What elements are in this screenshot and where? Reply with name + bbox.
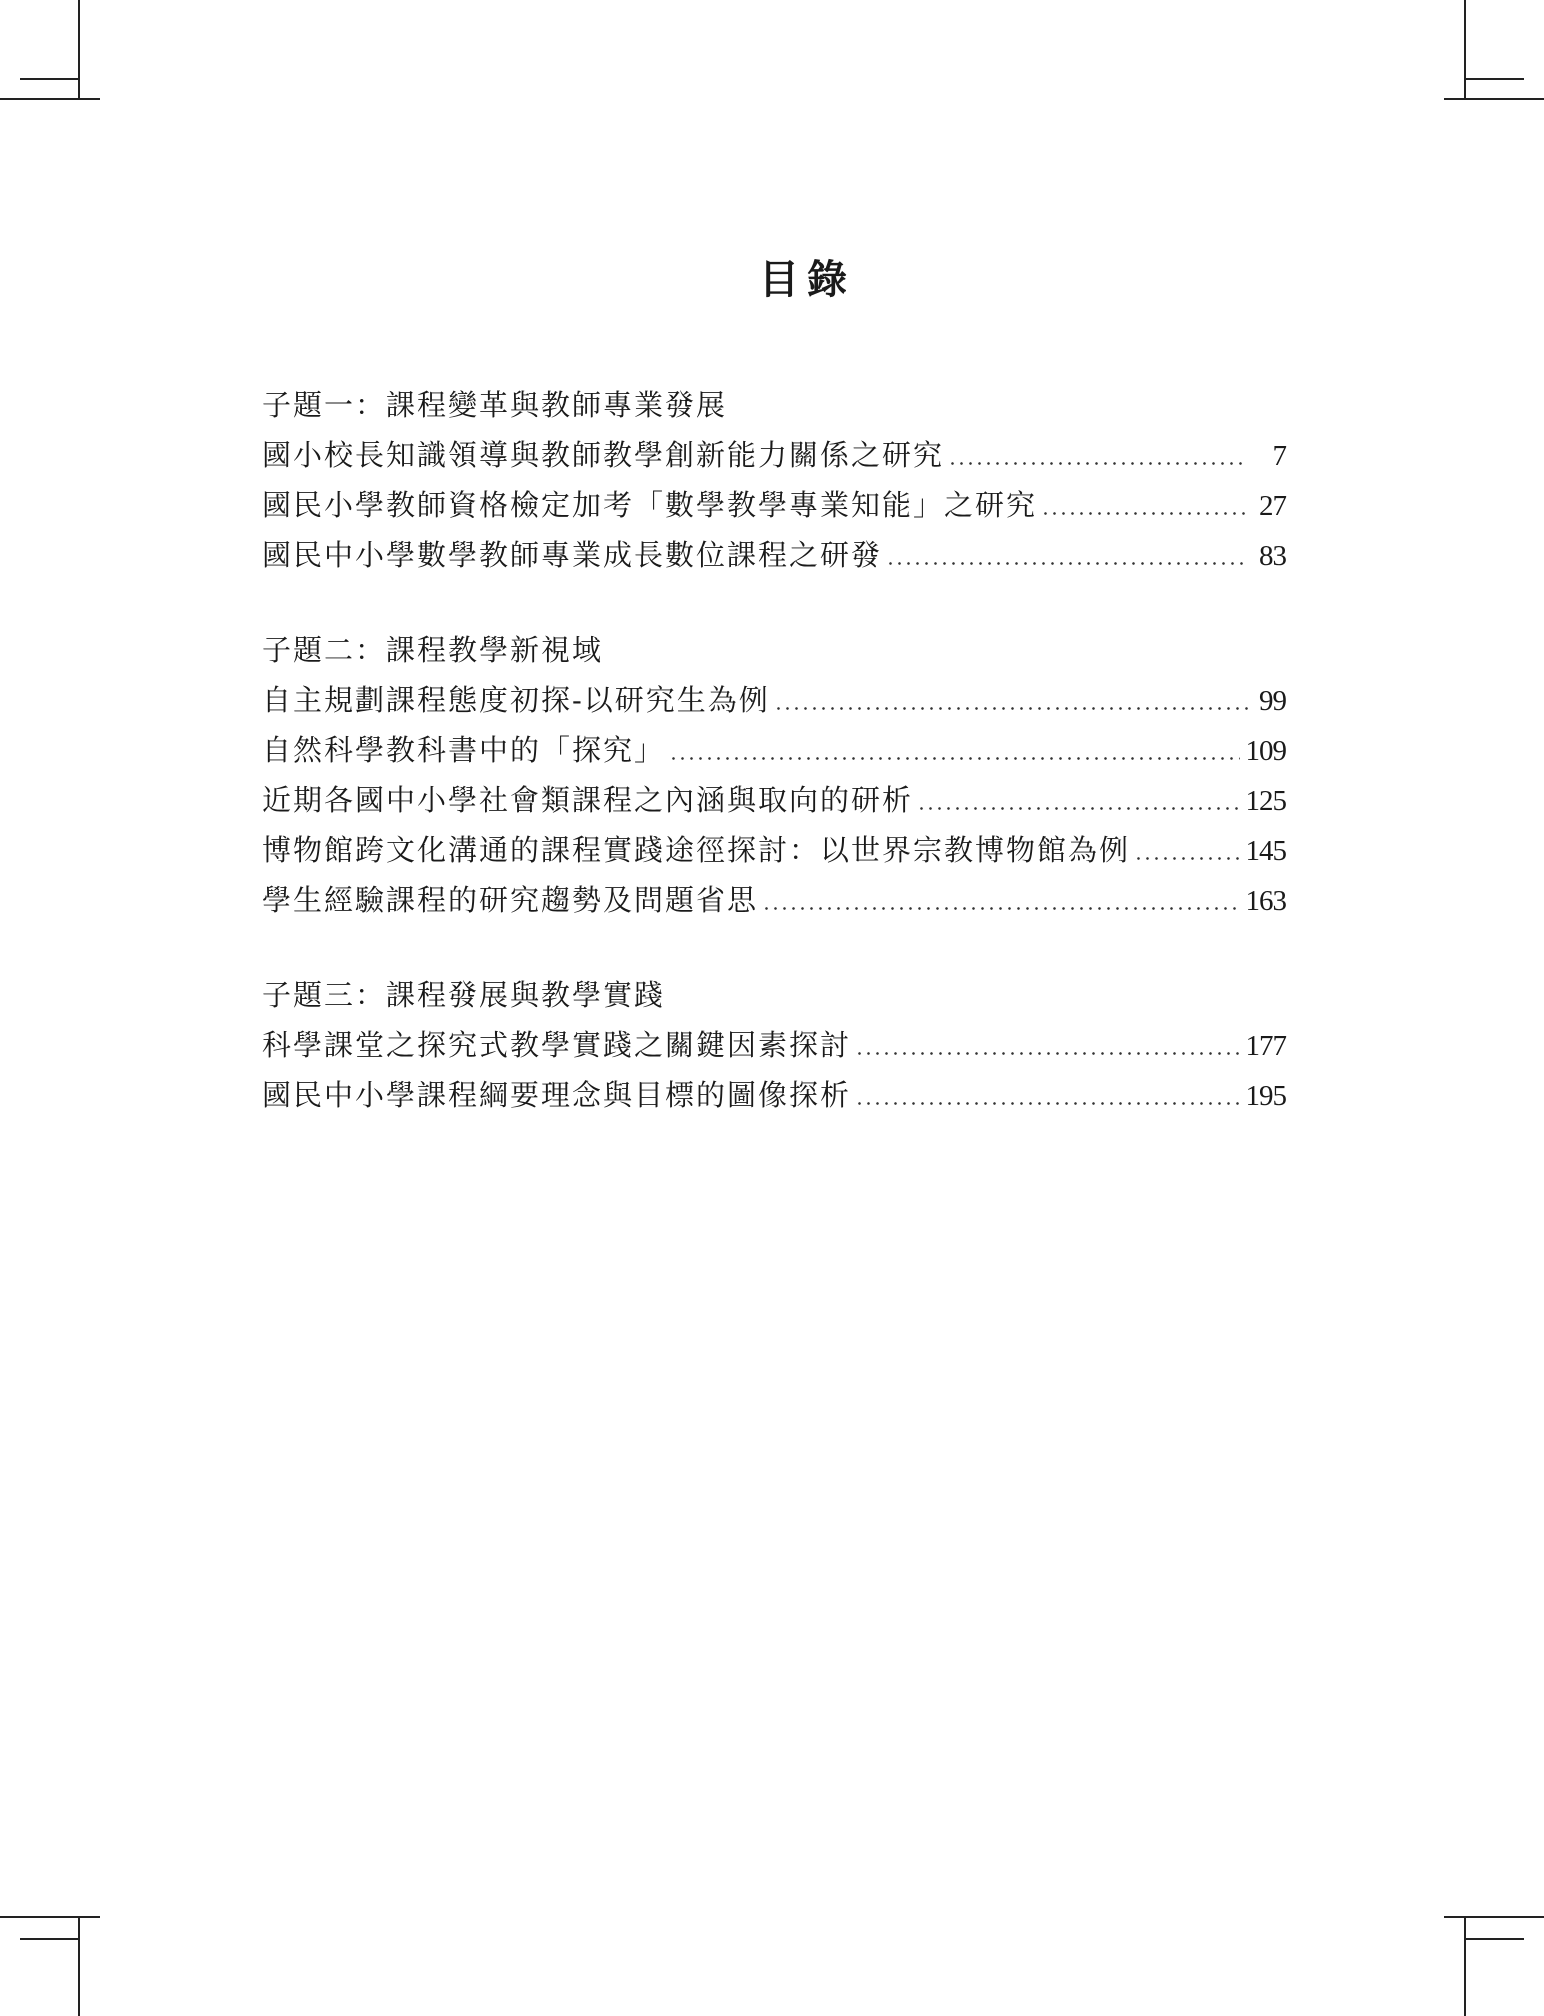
page-number: 109 (1245, 735, 1286, 767)
toc-entry[interactable] (262, 1020, 1286, 1070)
entry-title: 國民中小學課程綱要理念與目標的圖像探析 (262, 1078, 852, 1112)
entry-title: 國小校長知識領導與教師教學創新能力關係之研究 (262, 438, 945, 472)
toc-section-1 (262, 380, 1286, 580)
toc-entry[interactable] (262, 430, 1286, 480)
page-number: 83 (1259, 540, 1286, 572)
page-number: 163 (1245, 885, 1286, 917)
dot-leader (855, 1102, 1239, 1105)
toc-entry[interactable] (262, 1070, 1286, 1120)
dot-leader (855, 1052, 1239, 1055)
toc-entry[interactable] (262, 675, 1286, 725)
toc-entry[interactable] (262, 725, 1286, 775)
toc-entry[interactable] (262, 875, 1286, 925)
toc-entry[interactable] (262, 825, 1286, 875)
page-number: 145 (1245, 835, 1286, 867)
dot-leader (669, 757, 1239, 760)
entry-title: 學生經驗課程的研究趨勢及問題省思 (262, 883, 759, 917)
entry-title: 科學課堂之探究式教學實踐之關鍵因素探討 (262, 1028, 852, 1062)
dot-leader (948, 462, 1248, 465)
page-number: 7 (1272, 440, 1286, 472)
page-number: 195 (1245, 1080, 1286, 1112)
toc-section-2 (262, 625, 1286, 925)
entry-title: 國民小學教師資格檢定加考「數學教學專業知能」之研究 (262, 488, 1038, 522)
table-of-contents (262, 380, 1286, 1165)
dot-leader (774, 707, 1248, 710)
dot-leader (886, 562, 1248, 565)
entry-title: 自主規劃課程態度初探-以研究生為例 (262, 683, 770, 717)
dot-leader (1041, 512, 1248, 515)
section-heading: 子題一：課程變革與教師專業發展 (262, 388, 728, 422)
entry-title: 博物館跨文化溝通的課程實踐途徑探討：以世界宗教博物館為例 (262, 833, 1131, 867)
section-heading: 子題二：課程教學新視域 (262, 633, 604, 667)
dot-leader (917, 807, 1239, 810)
toc-section-3 (262, 970, 1286, 1120)
page-number: 125 (1245, 785, 1286, 817)
toc-entry[interactable] (262, 530, 1286, 580)
toc-entry[interactable] (262, 480, 1286, 530)
entry-title: 自然科學教科書中的「探究」 (262, 733, 666, 767)
page-title: 目錄 (759, 256, 855, 303)
page-number: 27 (1259, 490, 1286, 522)
section-heading: 子題三：課程發展與教學實踐 (262, 978, 666, 1012)
entry-title: 近期各國中小學社會類課程之內涵與取向的研析 (262, 783, 914, 817)
toc-entry[interactable] (262, 775, 1286, 825)
dot-leader (1134, 857, 1239, 860)
dot-leader (762, 907, 1239, 910)
entry-title: 國民中小學數學教師專業成長數位課程之研發 (262, 538, 883, 572)
page-number: 99 (1259, 685, 1286, 717)
page-number: 177 (1245, 1030, 1286, 1062)
